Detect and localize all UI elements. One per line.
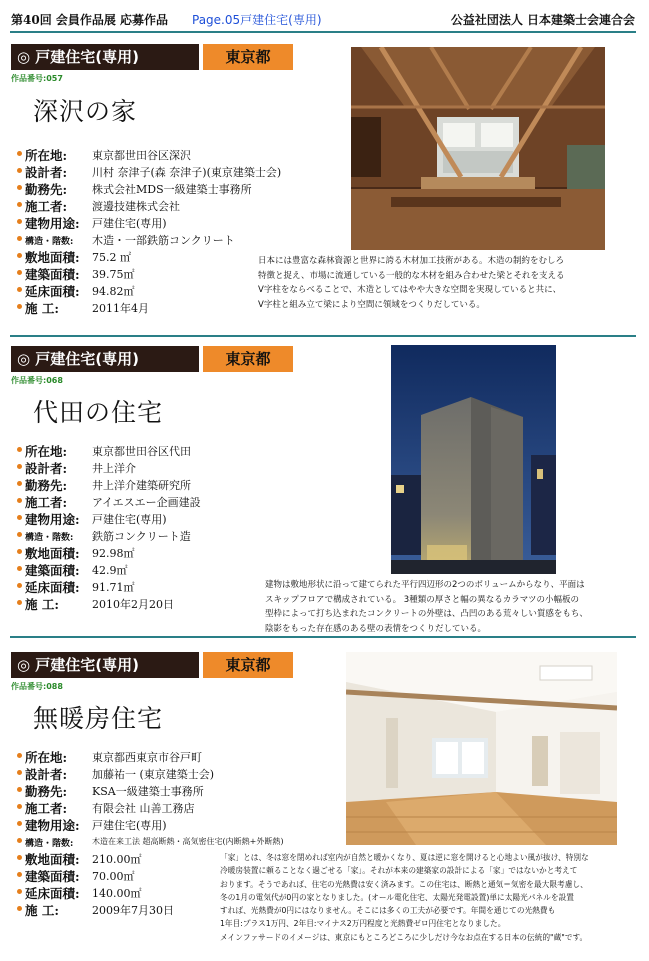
page-header — [0, 0, 649, 30]
bullet-icon — [17, 236, 22, 241]
bullet-icon — [17, 838, 22, 843]
bullet-icon — [17, 253, 22, 258]
bullet-icon — [17, 821, 22, 826]
detail-label: 建築面積: — [25, 267, 80, 282]
detail-label: 施 工: — [25, 903, 59, 918]
description-line: スキップフロアで構成されている。 3種類の厚さと幅の異なるカラマツの小幅板の — [265, 594, 579, 605]
bullet-icon — [17, 906, 22, 911]
bullet-icon — [17, 549, 22, 554]
detail-label: 所在地: — [25, 750, 68, 765]
detail-label: 延床面積: — [25, 284, 80, 299]
detail-value: 有限会社 山善工務店 — [92, 802, 195, 815]
description-line: すれば、光熱費が0円にはなりません。そこには多くの工夫が必要です。年間を通じての光熱費も — [220, 906, 556, 916]
description-line: 陰影をもった存在感のある壁の表情をつくりだしている。 — [265, 623, 487, 634]
project-description — [220, 851, 589, 944]
prefecture-badge: 東京都 — [203, 346, 293, 372]
header-divider — [10, 31, 636, 33]
project-description — [265, 578, 588, 636]
bullet-icon — [17, 219, 22, 224]
bullet-icon — [17, 532, 22, 537]
description-line: メインファサードのイメージは、東京にもところどころに少しだけ今なお点在する日本の伝統的"蔵"です。 — [220, 932, 588, 942]
detail-value: 140.00㎡ — [92, 887, 142, 900]
detail-value: 井上洋介建築研究所 — [92, 479, 191, 492]
exhibition-title: 第40回 会員作品展 応募作品 — [11, 13, 169, 27]
bullet-icon — [17, 855, 22, 860]
detail-label: 敷地面積: — [25, 546, 80, 561]
detail-value: 2009年7月30日 — [92, 904, 174, 917]
bullet-icon — [17, 889, 22, 894]
project-photo — [346, 652, 617, 845]
detail-label: 構造・階数: — [25, 237, 74, 247]
detail-label: 施 工: — [25, 597, 59, 612]
detail-label: 建物用途: — [25, 512, 80, 527]
detail-label: 建築面積: — [25, 563, 80, 578]
detail-label: 勤務先: — [25, 784, 68, 799]
detail-label: 施 工: — [25, 301, 59, 316]
detail-value: 39.75㎡ — [92, 268, 135, 281]
detail-value: 210.00㎡ — [92, 853, 142, 866]
description-line: おります。そうであれば、住宅の光熱費は安く済みます。この住宅は、断熱と通気＝気密を最大限考慮し、 — [220, 879, 588, 889]
detail-label: 所在地: — [25, 444, 68, 459]
description-line: 日本には豊富な森林資源と世界に誇る木材加工技術がある。木造の制約をむしろ — [258, 256, 565, 266]
detail-value: 株式会社MDS一級建築士事務所 — [92, 183, 252, 196]
detail-label: 施工者: — [25, 495, 68, 510]
bullet-icon — [17, 185, 22, 190]
detail-value: 戸建住宅(専用) — [92, 513, 167, 526]
detail-value: 木造・一部鉄筋コンクリート — [92, 234, 235, 247]
detail-label: 設計者: — [25, 767, 68, 782]
prefecture-badge: 東京都 — [203, 44, 293, 70]
detail-label: 構造・階数: — [25, 839, 74, 849]
detail-value: 94.82㎡ — [92, 285, 135, 298]
bullet-icon — [17, 287, 22, 292]
bullet-icon — [17, 753, 22, 758]
work-number: 作品番号:088 — [11, 682, 63, 691]
detail-value: 戸建住宅(専用) — [92, 819, 167, 832]
bullet-icon — [17, 583, 22, 588]
detail-value: 井上洋介 — [92, 462, 136, 475]
detail-label: 設計者: — [25, 461, 68, 476]
page-label: Page.05戸建住宅(専用) — [192, 13, 322, 27]
description-line: V字柱をならべることで、木造としてはやや大きな空間を実現していると共に、 — [258, 285, 562, 295]
description-line: 冬の1月の電気代が0円の家となりました。(オール電化住宅、太陽光発電設置)単に太陽光パネルを設置 — [220, 892, 574, 902]
bullet-icon — [17, 447, 22, 452]
bullet-icon — [17, 770, 22, 775]
work-title: 無暖房住宅 — [33, 704, 164, 733]
bullet-icon — [17, 464, 22, 469]
detail-value: 戸建住宅(専用) — [92, 217, 167, 230]
detail-label: 施工者: — [25, 801, 68, 816]
description-line: 特徴と捉え、市場に流通している一般的な木材を組み合わせた梁とそれを支える — [258, 270, 565, 281]
detail-label: 設計者: — [25, 165, 68, 180]
detail-value: 70.00㎡ — [92, 870, 135, 883]
detail-label: 延床面積: — [25, 580, 80, 595]
detail-value: 92.98㎡ — [92, 547, 135, 560]
category-banner: ◎ 戸建住宅(専用) — [11, 652, 199, 678]
project-photo — [391, 345, 556, 574]
bullet-icon — [17, 600, 22, 605]
detail-value: 東京都世田谷区代田 — [92, 445, 191, 458]
detail-label: 敷地面積: — [25, 852, 80, 867]
bullet-icon — [17, 270, 22, 275]
detail-value: 91.71㎡ — [92, 581, 135, 594]
work-number: 作品番号:068 — [11, 376, 63, 385]
work-number: 作品番号:057 — [11, 74, 63, 83]
bullet-icon — [17, 515, 22, 520]
section-divider — [10, 335, 636, 337]
category-banner: ◎ 戸建住宅(専用) — [11, 346, 199, 372]
bullet-icon — [17, 872, 22, 877]
detail-label: 勤務先: — [25, 182, 68, 197]
detail-value: 渡邊技建株式会社 — [92, 200, 180, 213]
bullet-icon — [17, 804, 22, 809]
detail-value: 2010年2月20日 — [92, 598, 174, 611]
bullet-icon — [17, 566, 22, 571]
description-line: 冷暖房装置に頼ることなく過ごせる「家」。それが本来の建築家の設計による「家」ではないかと考えて — [220, 866, 578, 876]
description-line: V字柱と組み立て梁により空間に領域をつくりだしている。 — [258, 299, 485, 310]
detail-value: 加藤祐一 (東京建築士会) — [92, 768, 215, 781]
bullet-icon — [17, 498, 22, 503]
prefecture-badge: 東京都 — [203, 652, 293, 678]
detail-value: 2011年4月 — [92, 302, 149, 315]
detail-label: 敷地面積: — [25, 250, 80, 265]
detail-label: 建物用途: — [25, 216, 80, 231]
detail-value: 75.2 ㎡ — [92, 251, 131, 264]
detail-value: 鉄筋コンクリート造 — [92, 530, 191, 543]
description-line: 「家」とは、冬は窓を閉めれば室内が自然と暖かくなり、夏は逆に窓を開けると心地よい風が抜け、特別な — [220, 853, 589, 862]
detail-value: 木造在来工法 超高断熱・高気密住宅(内断熱+外断熱) — [92, 837, 284, 846]
description-line: 1年目:プラス1万円、2年目:マイナス2万円程度と光熱費ゼロ円住宅となりました。 — [220, 919, 506, 929]
detail-value: 東京都西東京市谷戸町 — [92, 751, 202, 764]
bullet-icon — [17, 151, 22, 156]
detail-label: 施工者: — [25, 199, 68, 214]
project-photo — [351, 47, 605, 250]
bullet-icon — [17, 202, 22, 207]
detail-label: 勤務先: — [25, 478, 68, 493]
detail-value: 川村 奈津子(森 奈津子)(東京建築士会) — [92, 166, 282, 179]
organization-name: 公益社団法人 日本建築士会連合会 — [450, 13, 635, 27]
detail-label: 建物用途: — [25, 818, 80, 833]
detail-label: 延床面積: — [25, 886, 80, 901]
detail-value: アイエスエー企画建設 — [92, 496, 201, 509]
detail-label: 所在地: — [25, 148, 68, 163]
detail-label: 建築面積: — [25, 869, 80, 884]
bullet-icon — [17, 304, 22, 309]
bullet-icon — [17, 787, 22, 792]
work-title: 代田の住宅 — [33, 398, 164, 427]
bullet-icon — [17, 168, 22, 173]
project-description — [258, 254, 565, 312]
bullet-icon — [17, 481, 22, 486]
section-divider — [10, 636, 636, 638]
category-banner: ◎ 戸建住宅(専用) — [11, 44, 199, 70]
description-line: 建物は敷地形状に沿って建てられた平行四辺形の2つのボリュームからなり、平面は — [265, 580, 585, 590]
detail-value: KSA一級建築士事務所 — [92, 785, 204, 798]
detail-value: 42.9㎡ — [92, 564, 128, 577]
description-line: 型枠によって打ち込まれたコンクリートの外壁は、凸凹のある荒々しい質感をもち、 — [265, 609, 588, 619]
detail-value: 東京都世田谷区深沢 — [92, 149, 191, 162]
work-title: 深沢の家 — [33, 97, 138, 126]
detail-label: 構造・階数: — [25, 533, 74, 543]
